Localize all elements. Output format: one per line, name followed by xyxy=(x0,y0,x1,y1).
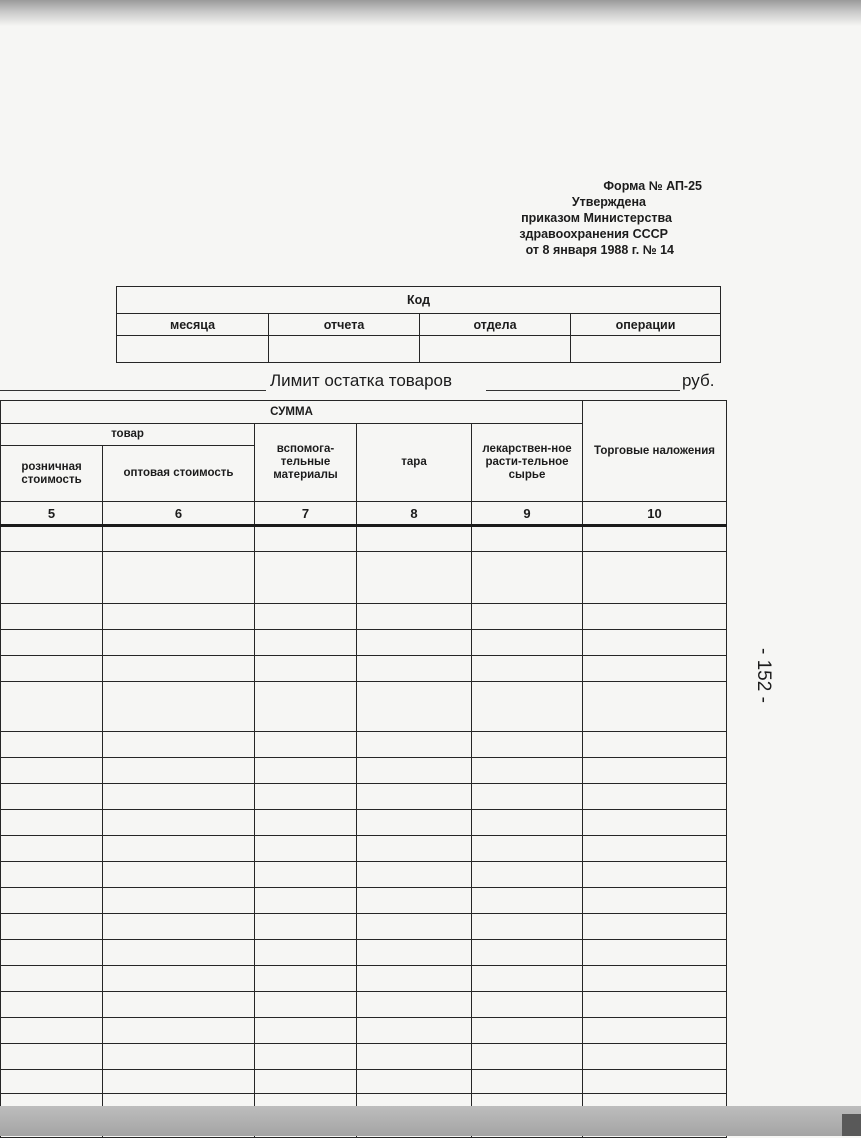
table-cell[interactable] xyxy=(103,888,255,914)
table-row xyxy=(1,682,727,732)
table-cell[interactable] xyxy=(255,526,357,552)
table-row xyxy=(1,552,727,604)
table-cell[interactable] xyxy=(103,966,255,992)
main-table xyxy=(0,400,727,1138)
table-cell[interactable] xyxy=(472,810,583,836)
table-row xyxy=(1,810,727,836)
scan-bottom-band xyxy=(0,1106,861,1136)
table-cell[interactable] xyxy=(583,1070,727,1094)
table-cell[interactable] xyxy=(472,1018,583,1044)
table-cell[interactable] xyxy=(255,552,357,604)
table-cell[interactable] xyxy=(472,758,583,784)
auxiliary-header: вспомога-тельные материалы xyxy=(255,424,357,502)
table-cell[interactable] xyxy=(103,732,255,758)
table-cell[interactable] xyxy=(583,914,727,940)
table-cell[interactable] xyxy=(103,526,255,552)
table-cell[interactable] xyxy=(583,862,727,888)
table-cell[interactable] xyxy=(583,526,727,552)
table-cell[interactable] xyxy=(583,732,727,758)
table-row xyxy=(1,758,727,784)
table-cell[interactable] xyxy=(1,1070,103,1094)
table-cell[interactable] xyxy=(472,862,583,888)
table-row xyxy=(1,1018,727,1044)
table-cell[interactable] xyxy=(103,992,255,1018)
table-cell[interactable] xyxy=(1,1018,103,1044)
table-cell[interactable] xyxy=(357,1018,472,1044)
table-cell[interactable] xyxy=(357,630,472,656)
table-row xyxy=(1,836,727,862)
code-col-report: отчета xyxy=(269,314,420,336)
table-cell[interactable] xyxy=(472,682,583,732)
markups-header: Торговые наложения xyxy=(583,401,727,502)
table-cell[interactable] xyxy=(357,810,472,836)
table-cell[interactable] xyxy=(255,862,357,888)
table-cell[interactable] xyxy=(255,914,357,940)
order-line: приказом Министерства xyxy=(521,211,672,225)
code-department-field[interactable] xyxy=(420,336,571,363)
table-cell[interactable] xyxy=(357,836,472,862)
table-row xyxy=(1,1044,727,1070)
table-cell[interactable] xyxy=(255,1018,357,1044)
date-line: от 8 января 1988 г. № 14 xyxy=(525,243,674,257)
table-cell[interactable] xyxy=(583,630,727,656)
table-cell[interactable] xyxy=(583,966,727,992)
table-cell[interactable] xyxy=(255,810,357,836)
table-row xyxy=(1,992,727,1018)
table-cell[interactable] xyxy=(103,862,255,888)
table-cell[interactable] xyxy=(103,656,255,682)
table-cell[interactable] xyxy=(1,940,103,966)
table-cell[interactable] xyxy=(1,784,103,810)
limit-label: Лимит остатка товаров xyxy=(270,371,453,390)
table-cell[interactable] xyxy=(357,758,472,784)
table-row xyxy=(1,656,727,682)
table-cell[interactable] xyxy=(1,552,103,604)
table-cell[interactable] xyxy=(472,940,583,966)
table-cell[interactable] xyxy=(472,836,583,862)
goods-header: товар xyxy=(1,424,255,446)
table-cell[interactable] xyxy=(357,1044,472,1070)
table-cell[interactable] xyxy=(583,940,727,966)
table-cell[interactable] xyxy=(472,1070,583,1094)
column-number: 6 xyxy=(103,502,255,526)
table-cell[interactable] xyxy=(583,992,727,1018)
limit-unit: руб. xyxy=(682,371,715,390)
scan-corner-mark xyxy=(842,1114,861,1136)
table-cell[interactable] xyxy=(472,888,583,914)
table-cell[interactable] xyxy=(583,810,727,836)
table-row xyxy=(1,604,727,630)
table-cell[interactable] xyxy=(1,604,103,630)
table-cell[interactable] xyxy=(255,940,357,966)
table-cell[interactable] xyxy=(472,914,583,940)
table-cell[interactable] xyxy=(103,682,255,732)
table-cell[interactable] xyxy=(357,552,472,604)
table-cell[interactable] xyxy=(472,630,583,656)
table-cell[interactable] xyxy=(103,940,255,966)
column-number: 8 xyxy=(357,502,472,526)
table-cell[interactable] xyxy=(255,784,357,810)
table-cell[interactable] xyxy=(103,784,255,810)
table-cell[interactable] xyxy=(1,758,103,784)
table-cell[interactable] xyxy=(103,914,255,940)
table-cell[interactable] xyxy=(357,1070,472,1094)
table-row xyxy=(1,526,727,552)
wholesale-header: оптовая стоимость xyxy=(103,446,255,502)
table-cell[interactable] xyxy=(1,526,103,552)
ministry-line: здравоохранения СССР xyxy=(519,227,668,241)
code-col-operation: операции xyxy=(571,314,721,336)
table-cell[interactable] xyxy=(1,682,103,732)
table-cell[interactable] xyxy=(103,604,255,630)
table-cell[interactable] xyxy=(255,836,357,862)
code-table xyxy=(116,286,721,363)
table-cell[interactable] xyxy=(472,656,583,682)
table-cell[interactable] xyxy=(583,682,727,732)
table-cell[interactable] xyxy=(357,888,472,914)
code-month-field[interactable] xyxy=(117,336,269,363)
table-cell[interactable] xyxy=(472,992,583,1018)
form-number: Форма № АП-25 xyxy=(603,179,702,193)
table-cell[interactable] xyxy=(255,682,357,732)
table-row xyxy=(1,784,727,810)
table-cell[interactable] xyxy=(1,810,103,836)
table-cell[interactable] xyxy=(1,914,103,940)
table-row xyxy=(1,914,727,940)
table-cell[interactable] xyxy=(583,656,727,682)
code-col-month: месяца xyxy=(117,314,269,336)
table-cell[interactable] xyxy=(357,966,472,992)
limit-leading-line xyxy=(0,390,266,391)
table-cell[interactable] xyxy=(103,758,255,784)
code-operation-field[interactable] xyxy=(571,336,721,363)
table-cell[interactable] xyxy=(103,552,255,604)
sum-header: СУММА xyxy=(1,401,583,424)
table-row xyxy=(1,1070,727,1094)
table-cell[interactable] xyxy=(255,656,357,682)
column-number: 10 xyxy=(583,502,727,526)
table-cell[interactable] xyxy=(583,552,727,604)
table-cell[interactable] xyxy=(583,1044,727,1070)
table-cell[interactable] xyxy=(357,940,472,966)
table-cell[interactable] xyxy=(472,732,583,758)
table-row xyxy=(1,888,727,914)
table-cell[interactable] xyxy=(583,1018,727,1044)
limit-amount-field[interactable] xyxy=(486,390,680,391)
table-cell[interactable] xyxy=(103,1044,255,1070)
table-cell[interactable] xyxy=(357,992,472,1018)
table-cell[interactable] xyxy=(255,630,357,656)
table-cell[interactable] xyxy=(357,526,472,552)
table-row xyxy=(1,862,727,888)
table-cell[interactable] xyxy=(583,784,727,810)
table-cell[interactable] xyxy=(103,1018,255,1044)
table-cell[interactable] xyxy=(255,888,357,914)
retail-header: розничная стоимость xyxy=(1,446,103,502)
table-cell[interactable] xyxy=(255,1044,357,1070)
table-cell[interactable] xyxy=(103,1070,255,1094)
code-col-department: отдела xyxy=(420,314,571,336)
code-report-field[interactable] xyxy=(269,336,420,363)
table-cell[interactable] xyxy=(472,1044,583,1070)
table-row xyxy=(1,732,727,758)
containers-header: тара xyxy=(357,424,472,502)
table-cell[interactable] xyxy=(1,888,103,914)
table-cell[interactable] xyxy=(1,1044,103,1070)
table-cell[interactable] xyxy=(1,630,103,656)
herbs-header: лекарствен-ное расти-тельное сырье xyxy=(472,424,583,502)
table-cell[interactable] xyxy=(583,604,727,630)
table-cell[interactable] xyxy=(357,682,472,732)
table-cell[interactable] xyxy=(1,992,103,1018)
table-cell[interactable] xyxy=(1,656,103,682)
table-cell[interactable] xyxy=(103,810,255,836)
table-cell[interactable] xyxy=(357,914,472,940)
table-row xyxy=(1,966,727,992)
table-cell[interactable] xyxy=(357,604,472,630)
table-cell[interactable] xyxy=(583,888,727,914)
table-cell[interactable] xyxy=(255,966,357,992)
table-cell[interactable] xyxy=(103,630,255,656)
table-cell[interactable] xyxy=(357,862,472,888)
table-cell[interactable] xyxy=(1,836,103,862)
table-cell[interactable] xyxy=(357,656,472,682)
table-cell[interactable] xyxy=(255,1070,357,1094)
table-cell[interactable] xyxy=(583,758,727,784)
column-number: 5 xyxy=(1,502,103,526)
scan-top-shadow xyxy=(0,0,861,26)
column-number: 9 xyxy=(472,502,583,526)
table-cell[interactable] xyxy=(1,732,103,758)
table-cell[interactable] xyxy=(255,758,357,784)
table-cell[interactable] xyxy=(255,992,357,1018)
table-cell[interactable] xyxy=(472,552,583,604)
table-cell[interactable] xyxy=(357,732,472,758)
table-cell[interactable] xyxy=(103,836,255,862)
table-cell[interactable] xyxy=(583,836,727,862)
code-title: Код xyxy=(117,287,721,314)
table-cell[interactable] xyxy=(1,966,103,992)
column-number: 7 xyxy=(255,502,357,526)
table-cell[interactable] xyxy=(472,604,583,630)
table-row xyxy=(1,630,727,656)
table-cell[interactable] xyxy=(1,862,103,888)
limit-row xyxy=(0,368,861,396)
table-row xyxy=(1,940,727,966)
page-number: - 152 - xyxy=(753,648,774,703)
table-cell[interactable] xyxy=(472,784,583,810)
table-cell[interactable] xyxy=(255,604,357,630)
approved-label: Утверждена xyxy=(571,195,646,209)
table-cell[interactable] xyxy=(255,732,357,758)
table-cell[interactable] xyxy=(472,966,583,992)
table-cell[interactable] xyxy=(472,526,583,552)
table-cell[interactable] xyxy=(357,784,472,810)
